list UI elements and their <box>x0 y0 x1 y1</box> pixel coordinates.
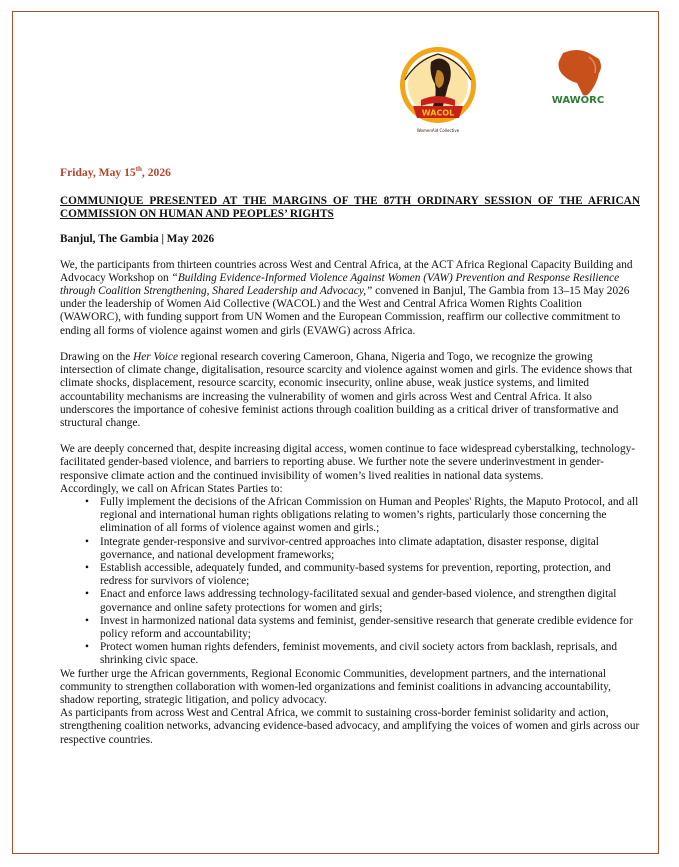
date-suffix-sup: th <box>135 165 142 173</box>
call-intro: Accordingly, we call on African States Parties to: <box>60 482 283 495</box>
list-item: • Protect women human rights defenders, feminist movements, and civil society actors from backlash, reprisals, and shrinking civic space. <box>100 641 640 667</box>
intro-text-a: We, the participants from thirteen countries across West and Central Africa, at the ACT Africa Regional Capacity Building and Advocacy Workshop on <box>60 258 633 284</box>
list-item: • Integrate gender-responsive and survivor-centred approaches into climate adaptation, disaster response, digital governance, and national development frameworks; <box>100 536 640 562</box>
paragraph-intro <box>60 259 640 338</box>
document-date <box>60 163 640 179</box>
list-item: • Establish accessible, adequately funded, and community-based systems for prevention, reporting, protection, and redress for survivors of violence; <box>100 562 640 588</box>
wacol-logo <box>393 40 483 140</box>
intro-text-b: convened in Banjul, The Gambia from 13–15 May 2026 under the leadership of Women Aid Collective (WACOL) and the West and Central Africa Women Rights Coalition (WAWORC), with funding support from UN Women and the European Commission, reaffirm our collective commitment to ending all forms of violence against women and girls (EVAWG) across Africa. <box>60 285 630 337</box>
wacol-caption: WomenAid Collective <box>416 128 460 133</box>
location-line: Banjul, The Gambia | May 2026 <box>60 233 215 246</box>
paragraph-urge: We further urge the African governments, Regional Economic Communities, development partners, and the international community to strengthen collaboration with women-led organizations and feminist coalitions in advancing accountability, shadow reporting, strategic litigation, and policy advocacy. <box>60 667 611 706</box>
date-year: , 2026 <box>141 165 171 179</box>
waworc-name: WAWORC <box>551 95 605 106</box>
date-text: Friday, May 15 <box>60 165 136 179</box>
paragraph-research <box>60 351 640 430</box>
paragraph-commitment: As participants from across West and Central Africa, we commit to sustaining cross-border feminist solidarity and action, strengthening coalition networks, advancing evidence-based advocacy, and amplifying the voices of women and girls across our respective countries. <box>60 707 640 746</box>
wacol-name: WACOL <box>421 108 455 118</box>
paragraph-concerns: We are deeply concerned that, despite increasing digital access, women continue to face widespread cyberstalking, technology-facilitated gender-based violence, and barriers to reporting abuse. We further note the severe underinvestment in gender-responsive climate action and the continued invisibility of women’s lived realities in national data systems. <box>60 443 636 482</box>
research-text-a: Drawing on the <box>60 350 134 363</box>
workshop-title: “Building Evidence-Informed Violence Against Women (VAW) Prevention and Response Resilience through Coalition Strengthening, Shared Leadership and Advocacy,” <box>60 271 620 298</box>
waworc-logo <box>543 43 613 113</box>
communique-title: COMMUNIQUE PRESENTED AT THE MARGINS OF THE 87TH ORDINARY SESSION OF THE AFRICAN COMMISSION ON HUMAN AND PEOPLES’ RIGHTS <box>60 195 640 221</box>
call-list <box>60 496 640 668</box>
document-body <box>60 163 640 747</box>
research-name: Her Voice <box>133 350 178 363</box>
africa-map-icon <box>559 50 602 96</box>
list-item: • Invest in harmonized national data systems and feminist, gender-sensitive research that generate credible evidence for policy reform and accountability; <box>100 615 640 641</box>
research-text-b: regional research covering Cameroon, Ghana, Nigeria and Togo, we recognize the growing intersection of climate change, digitalisation, resource scarcity and violence against women and girls. The evidence shows that climate shocks, displacement, resource scarcity, economic insecurity, online abuse, weak justice systems, and limited accountability mechanisms are increasing the vulnerability of women and girls across West and Central Africa. It also underscores the importance of cohesive feminist actions through coalition building as a critical driver of transformative and structural change. <box>60 350 633 429</box>
list-item: • Enact and enforce laws addressing technology-facilitated sexual and gender-based violence, and strengthen digital governance and online safety protections for women and girls; <box>100 588 640 614</box>
list-item: • Fully implement the decisions of the African Commission on Human and Peoples' Rights, the Maputo Protocol, and all regional and international human rights obligations relating to women’s rights, particularly those concerning the elimination of all forms of violence against women and girls.; <box>100 496 640 536</box>
